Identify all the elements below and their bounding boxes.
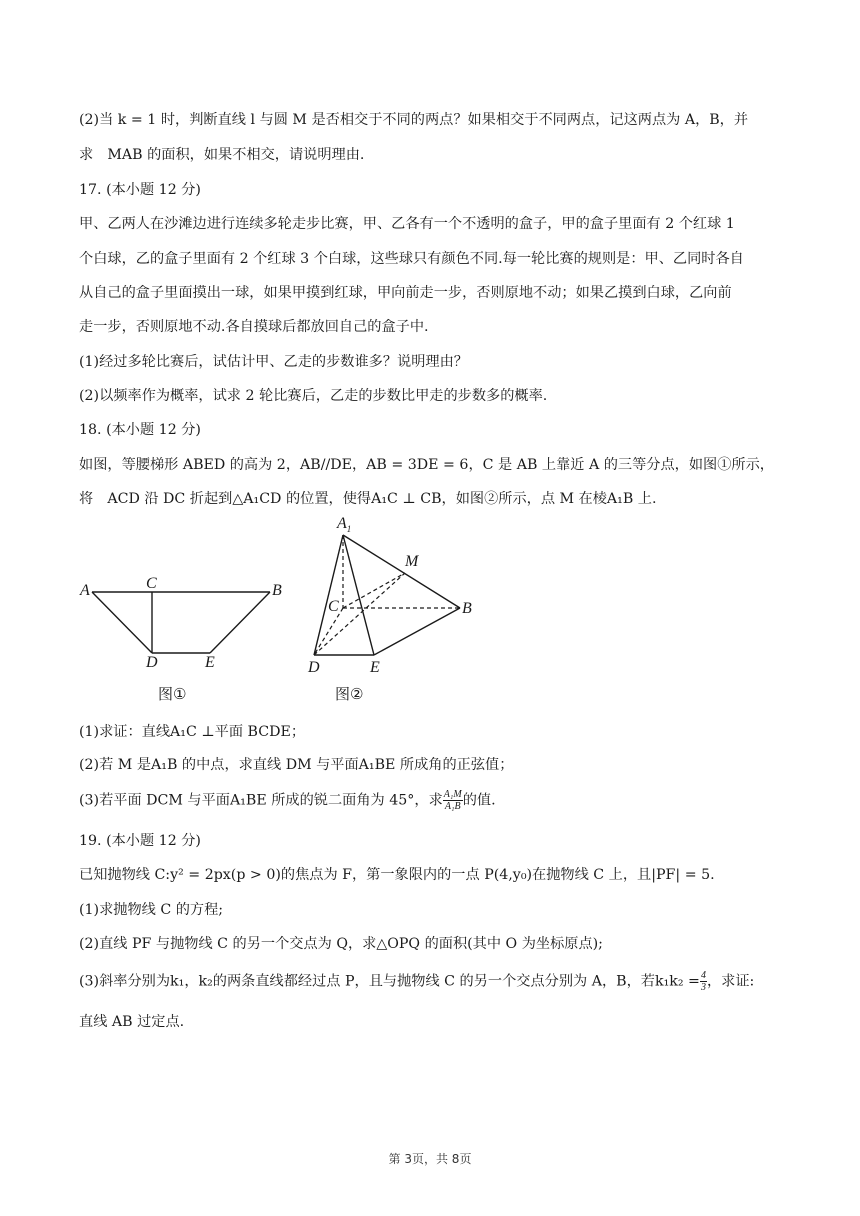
page-footer: 第 3页，共 8页	[388, 1152, 472, 1166]
q16-line1: (2)当 k = 1 时，判断直线 l 与圆 M 是否相交于不同的两点？如果相交于不同两点，记这两点为 A，B，并	[79, 112, 749, 128]
q18-paragraph-2: 将 ACD 沿 DC 折起到△A₁CD 的位置，使得A₁C ⊥ CB，如图②所示，点 M 在棱A₁B 上.	[79, 491, 657, 507]
figure-2-pyramid	[300, 520, 480, 665]
fig1-label-e: E	[205, 654, 215, 671]
fig1-label-a: A	[80, 582, 90, 599]
fig2-edge-a1b	[343, 535, 460, 608]
q19-s3-fraction	[700, 970, 707, 993]
q19-subquestion-3	[79, 970, 754, 993]
q19-s3-text-pre: (3)斜率分别为k₁，k₂的两条直线都经过点 P，且与抛物线 C 的另一个交点分别为 A，B，若k₁k₂ =	[79, 973, 700, 990]
q19-header: 19. (本小题 12 分)	[79, 833, 201, 849]
q16-line2: 求 MAB 的面积，如果不相交，请说明理由.	[79, 147, 365, 163]
q17-paragraph-2: 个白球，乙的盒子里面有 2 个红球 3 个白球，这些球只有颜色不同.每一轮比赛的规则是：甲、乙同时各自	[79, 251, 744, 267]
fig1-edge-ad	[92, 592, 152, 653]
fig1-label-b: B	[272, 582, 282, 599]
q18-header: 18. (本小题 12 分)	[79, 422, 201, 438]
q18-s3-denominator: A₁B	[444, 801, 461, 812]
q19-paragraph-1: 已知抛物线 C:y² = 2px(p > 0)的焦点为 F，第一象限内的一点 P(4,y₀)在抛物线 C 上，且|PF| = 5.	[79, 867, 715, 883]
q19-s3-text-post: ，求证:	[706, 973, 755, 990]
q18-subquestion-1: (1)求证：直线A₁C ⊥平面 BCDE；	[79, 724, 306, 740]
fig2-label-e: E	[370, 659, 380, 676]
q19-s3-denominator: 3	[700, 982, 706, 993]
q18-s3-numerator: A₁M	[443, 789, 462, 800]
q19-s3-numerator: 4	[700, 970, 706, 981]
q19-subquestion-1: (1)求抛物线 C 的方程;	[79, 902, 224, 918]
q19-subquestion-2: (2)直线 PF 与抛物线 C 的另一个交点为 Q，求△OPQ 的面积(其中 O 为坐标原点);	[79, 936, 603, 952]
fig1-edge-be	[210, 592, 270, 653]
fig2-label-b: B	[462, 600, 472, 617]
fig2-caption: 图②	[335, 685, 364, 703]
q17-subquestion-2: (2)以频率作为概率，试求 2 轮比赛后，乙走的步数比甲走的步数多的概率.	[79, 388, 548, 404]
fig2-label-m: M	[405, 553, 419, 570]
fig2-label-a1: $A_1$	[337, 515, 352, 535]
q17-header: 17. (本小题 12 分)	[79, 182, 201, 198]
fig1-label-d: D	[146, 654, 158, 671]
fig1-caption: 图①	[158, 685, 187, 703]
q18-subquestion-3	[79, 789, 496, 812]
q17-subquestion-1: (1)经过多轮比赛后，试估计甲、乙走的步数谁多？说明理由？	[79, 354, 468, 370]
fig2-edge-a1e	[343, 535, 374, 655]
q17-paragraph-1: 甲、乙两人在沙滩边进行连续多轮走步比赛，甲、乙各有一个不透明的盒子，甲的盒子里面有 2 个红球 1	[79, 216, 735, 232]
q18-s3-text-pre: (3)若平面 DCM 与平面A₁BE 所成的锐二面角为 45°，求	[79, 792, 443, 809]
q17-paragraph-3: 从自己的盒子里面摸出一球，如果甲摸到红球，甲向前走一步，否则原地不动；如果乙摸到白球，乙向前	[79, 285, 732, 301]
q17-paragraph-4: 走一步，否则原地不动.各自摸球后都放回自己的盒子中.	[79, 319, 429, 335]
q19-subquestion-3-line2: 直线 AB 过定点.	[79, 1014, 185, 1030]
q18-subquestion-2: (2)若 M 是A₁B 的中点，求直线 DM 与平面A₁BE 所成角的正弦值；	[79, 757, 514, 773]
fig1-label-c: C	[146, 575, 157, 592]
q18-paragraph-1: 如图，等腰梯形 ABED 的高为 2，AB//DE，AB = 3DE = 6，C 是 AB 上靠近 A 的三等分点，如图①所示，	[79, 457, 774, 473]
q18-s3-fraction	[443, 789, 463, 812]
fig2-label-c: C	[328, 598, 339, 615]
fig2-edge-a1d	[314, 535, 343, 655]
fig2-edge-cm	[343, 573, 405, 608]
fig2-label-d: D	[308, 659, 320, 676]
fig2-edge-eb	[374, 608, 460, 655]
q18-s3-text-post: 的值.	[462, 792, 496, 809]
